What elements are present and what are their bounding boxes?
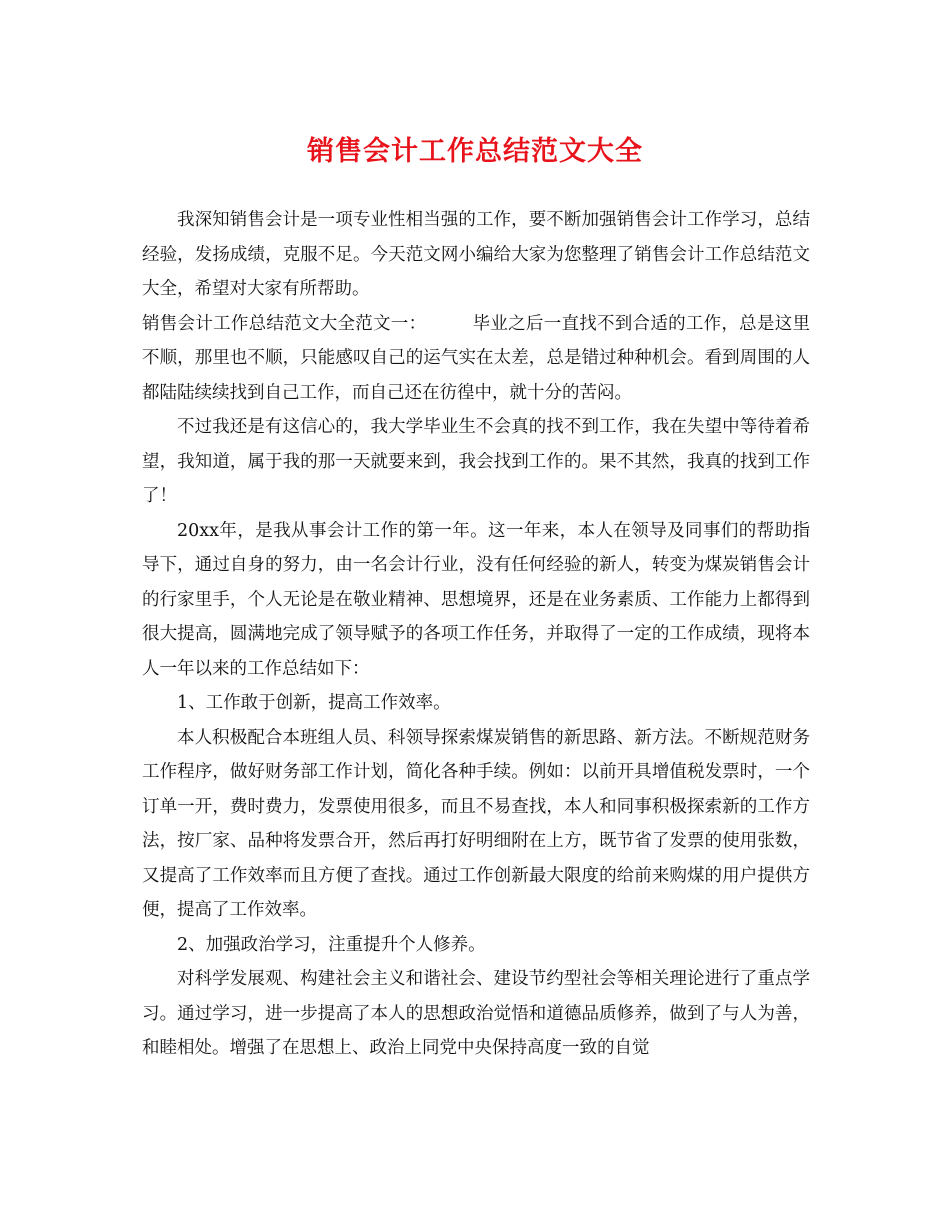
intro-paragraph: 我深知销售会计是一项专业性相当强的工作，要不断加强销售会计工作学习，总结经验，发扬成绩，克服不足。今天范文网小编给大家为您整理了销售会计工作总结范文大全，希望对大家有所帮助。 bbox=[142, 210, 810, 299]
section-heading: 销售会计工作总结范文大全范文一： bbox=[142, 313, 427, 334]
body-paragraph: 对科学发展观、构建社会主义和谐社会、建设节约型社会等相关理论进行了重点学习。通过学习，进一步提高了本人的思想政治觉悟和道德品质修养，做到了与人为善，和睦相处。增强了在思想上、政治上同党中央保持高度一致的自觉 bbox=[142, 969, 810, 1058]
body-paragraph: 本人积极配合本班组人员、科领导探索煤炭销售的新思路、新方法。不断规范财务工作程序，做好财务部工作计划，简化各种手续。例如：以前开具增值税发票时，一个订单一开，费时费力，发票使用很多，而且不易查找，本人和同事积极探索新的工作方法，按厂家、品种将发票合开，然后再打好明细附在上方，既节省了发票的使用张数，又提高了工作效率而且方便了查找。通过工作创新最大限度的给前来购煤的用户提供方便，提高了工作效率。 bbox=[142, 727, 810, 920]
document-body bbox=[142, 203, 810, 1066]
subheading: 2、加强政治学习，注重提升个人修养。 bbox=[177, 934, 486, 955]
subheading: 1、工作敢于创新，提高工作效率。 bbox=[177, 693, 451, 713]
section-first-text: 毕业之后一直找不到合适的工作，总是这里不顺，那里也不顺，只能感叹自己的运气实在太差，总是错过种种机会。看到周围的人都陆陆续续找到自己工作，而自己还在彷徨中，就十分的苦闷。 bbox=[142, 313, 810, 403]
document-title: 销售会计工作总结范文大全 bbox=[307, 136, 643, 167]
body-paragraph: 20xx年，是我从事会计工作的第一年。这一年来，本人在领导及同事们的帮助指导下，通过自身的努力，由一名会计行业，没有任何经验的新人，转变为煤炭销售会计的行家里手，个人无论是在敬业精神、思想境界，还是在业务素质、工作能力上都得到很大提高，圆满地完成了领导赋予的各项工作任务，并取得了一定的工作成绩，现将本人一年以来的工作总结如下： bbox=[142, 520, 810, 679]
section-paragraph bbox=[142, 307, 810, 411]
body-paragraph: 不过我还是有这信心的，我大学毕业生不会真的找不到工作，我在失望中等待着希望，我知道，属于我的那一天就要来到，我会找到工作的。果不其然，我真的找到工作了！ bbox=[142, 417, 810, 506]
